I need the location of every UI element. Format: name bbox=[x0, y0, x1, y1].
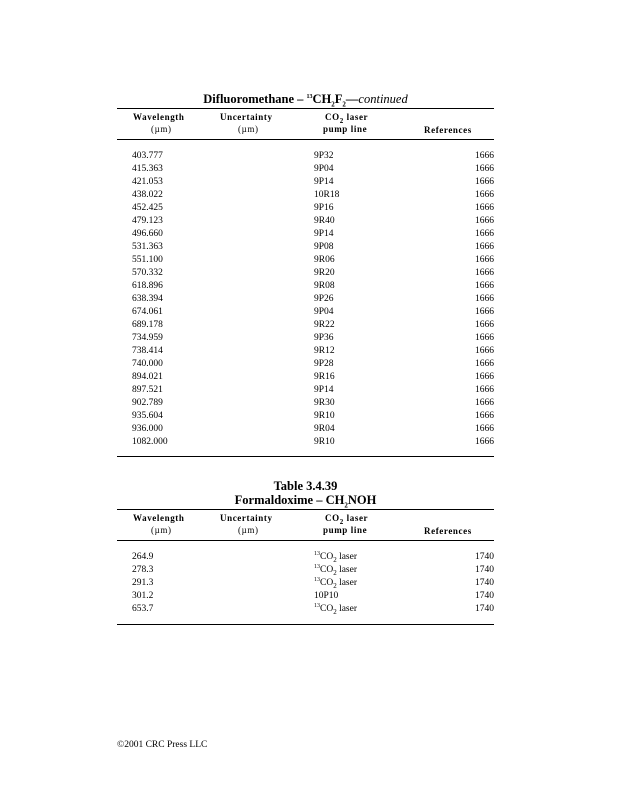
pump-line-cell: 10R18 bbox=[314, 190, 340, 200]
pump-text: laser bbox=[336, 565, 358, 575]
pump-subscript: 2 bbox=[333, 607, 337, 616]
table-row bbox=[117, 551, 494, 564]
copyright-footer: ©2001 CRC Press LLC bbox=[117, 740, 208, 750]
reference-cell: 1666 bbox=[475, 372, 494, 382]
reference-cell: 1666 bbox=[475, 190, 494, 200]
pump-line-cell: 9R06 bbox=[314, 255, 335, 265]
wavelength-cell: 902.789 bbox=[132, 398, 163, 408]
table-row bbox=[117, 241, 494, 254]
wavelength-cell: 740.000 bbox=[132, 359, 163, 369]
table-row bbox=[117, 577, 494, 590]
reference-cell: 1666 bbox=[475, 216, 494, 226]
header-references: References bbox=[424, 125, 472, 135]
pump-text: CO bbox=[320, 565, 334, 575]
table2-number: Table 3.4.39 bbox=[273, 479, 338, 493]
wavelength-cell: 479.123 bbox=[132, 216, 163, 226]
wavelength-cell: 570.332 bbox=[132, 268, 163, 278]
pump-text: laser bbox=[336, 578, 358, 588]
pump-line-cell: 10P10 bbox=[314, 591, 339, 601]
table-row bbox=[117, 319, 494, 332]
wavelength-cell: 531.363 bbox=[132, 242, 163, 252]
table1-header bbox=[117, 109, 494, 139]
header-uncertainty-unit: (µm) bbox=[238, 525, 259, 535]
pump-line-cell: 9P16 bbox=[314, 203, 334, 213]
header-wavelength: Wavelength bbox=[133, 112, 185, 122]
reference-cell: 1666 bbox=[475, 281, 494, 291]
wavelength-cell: 421.053 bbox=[132, 177, 163, 187]
wavelength-cell: 936.000 bbox=[132, 424, 163, 434]
pump-line-cell: 9R10 bbox=[314, 411, 335, 421]
table2-bottom-rule bbox=[117, 624, 494, 625]
wavelength-cell: 438.022 bbox=[132, 190, 163, 200]
pump-text: laser bbox=[336, 604, 358, 614]
reference-cell: 1666 bbox=[475, 177, 494, 187]
reference-cell: 1740 bbox=[475, 604, 494, 614]
wavelength-cell: 403.777 bbox=[132, 151, 163, 161]
reference-cell: 1666 bbox=[475, 346, 494, 356]
table2-title: Formaldoxime – $CH_2NOH$ bbox=[234, 493, 377, 510]
table-row bbox=[117, 267, 494, 280]
pump-line-cell: 9R20 bbox=[314, 268, 335, 278]
wavelength-cell: 278.3 bbox=[132, 565, 154, 575]
wavelength-cell: 618.896 bbox=[132, 281, 163, 291]
reference-cell: 1666 bbox=[475, 398, 494, 408]
isotope-superscript: 13 bbox=[314, 602, 320, 609]
reference-cell: 1740 bbox=[475, 552, 494, 562]
reference-cell: 1740 bbox=[475, 565, 494, 575]
pump-line-cell: 9P14 bbox=[314, 177, 334, 187]
header-co2-laser: $CO_2$ laser bbox=[325, 112, 369, 125]
wavelength-cell: 452.425 bbox=[132, 203, 163, 213]
table-row bbox=[117, 410, 494, 423]
isotope-superscript: 13 bbox=[314, 563, 320, 570]
table-row bbox=[117, 423, 494, 436]
reference-cell: 1666 bbox=[475, 385, 494, 395]
table1-body bbox=[117, 140, 494, 449]
pump-line-cell: 9P26 bbox=[314, 294, 334, 304]
header-pump-line: pump line bbox=[323, 124, 368, 134]
header-uncertainty: Uncertainty bbox=[220, 513, 273, 523]
table-row bbox=[117, 384, 494, 397]
header-wavelength-unit: (µm) bbox=[151, 525, 172, 535]
pump-line-cell: 9P04 bbox=[314, 307, 334, 317]
wavelength-cell: 551.100 bbox=[132, 255, 163, 265]
table-row bbox=[117, 358, 494, 371]
table-row bbox=[117, 590, 494, 603]
wavelength-cell: 301.2 bbox=[132, 591, 154, 601]
pump-line-cell: 9P36 bbox=[314, 333, 334, 343]
pump-line-cell: 9R04 bbox=[314, 424, 335, 434]
pump-line-cell: 9P28 bbox=[314, 359, 334, 369]
table-row bbox=[117, 215, 494, 228]
pump-subscript: 2 bbox=[333, 581, 337, 590]
wavelength-cell: 291.3 bbox=[132, 578, 154, 588]
table-row bbox=[117, 163, 494, 176]
pump-line-cell: 9R22 bbox=[314, 320, 335, 330]
pump-line-cell: 9P04 bbox=[314, 164, 334, 174]
pump-line-cell: 9P08 bbox=[314, 242, 334, 252]
table-row bbox=[117, 176, 494, 189]
table-row bbox=[117, 280, 494, 293]
table-row bbox=[117, 189, 494, 202]
pump-line-cell: 9P14 bbox=[314, 229, 334, 239]
reference-cell: 1666 bbox=[475, 164, 494, 174]
pump-line-cell: 9P32 bbox=[314, 151, 334, 161]
reference-cell: 1666 bbox=[475, 320, 494, 330]
table-row bbox=[117, 436, 494, 449]
wavelength-cell: 638.394 bbox=[132, 294, 163, 304]
pump-line-cell: 9R16 bbox=[314, 372, 335, 382]
wavelength-cell: 935.604 bbox=[132, 411, 163, 421]
table-row bbox=[117, 371, 494, 384]
table-row bbox=[117, 603, 494, 616]
pump-line-cell: 9P14 bbox=[314, 385, 334, 395]
pump-line-cell: 9R10 bbox=[314, 437, 335, 447]
reference-cell: 1666 bbox=[475, 424, 494, 434]
table1-title: Difluoromethane – $^{13}CH_2F_2—continued$ bbox=[203, 92, 408, 109]
table-row bbox=[117, 332, 494, 345]
wavelength-cell: 415.363 bbox=[132, 164, 163, 174]
wavelength-cell: 734.959 bbox=[132, 333, 163, 343]
header-references: References bbox=[424, 526, 472, 536]
header-wavelength-unit: (µm) bbox=[151, 124, 172, 134]
pump-text: CO bbox=[320, 604, 334, 614]
table-row bbox=[117, 564, 494, 577]
table2-header bbox=[117, 510, 494, 540]
pump-text: CO bbox=[320, 552, 334, 562]
reference-cell: 1666 bbox=[475, 411, 494, 421]
pump-text: laser bbox=[336, 552, 358, 562]
isotope-superscript: 13 bbox=[314, 576, 320, 583]
table1-bottom-rule bbox=[117, 456, 494, 457]
wavelength-cell: 264.9 bbox=[132, 552, 154, 562]
pump-line-cell bbox=[314, 564, 357, 577]
pump-line-cell bbox=[314, 577, 357, 590]
reference-cell: 1666 bbox=[475, 255, 494, 265]
header-uncertainty: Uncertainty bbox=[220, 112, 273, 122]
pump-line-cell bbox=[314, 551, 357, 564]
reference-cell: 1666 bbox=[475, 203, 494, 213]
reference-cell: 1666 bbox=[475, 268, 494, 278]
header-uncertainty-unit: (µm) bbox=[238, 124, 259, 134]
reference-cell: 1666 bbox=[475, 242, 494, 252]
wavelength-cell: 689.178 bbox=[132, 320, 163, 330]
header-co2-laser: $CO_2$ laser bbox=[325, 513, 369, 526]
pump-subscript: 2 bbox=[333, 568, 337, 577]
table-row bbox=[117, 397, 494, 410]
reference-cell: 1666 bbox=[475, 229, 494, 239]
pump-line-cell: 9R08 bbox=[314, 281, 335, 291]
isotope-superscript: 13 bbox=[314, 550, 320, 557]
table-row bbox=[117, 228, 494, 241]
reference-cell: 1666 bbox=[475, 294, 494, 304]
wavelength-cell: 674.061 bbox=[132, 307, 163, 317]
pump-line-cell: 9R40 bbox=[314, 216, 335, 226]
reference-cell: 1740 bbox=[475, 591, 494, 601]
wavelength-cell: 894.021 bbox=[132, 372, 163, 382]
pump-line-cell bbox=[314, 603, 357, 616]
reference-cell: 1666 bbox=[475, 437, 494, 447]
difluoromethane-table bbox=[117, 92, 494, 457]
reference-cell: 1666 bbox=[475, 333, 494, 343]
wavelength-cell: 1082.000 bbox=[132, 437, 168, 447]
table2-body bbox=[117, 541, 494, 616]
wavelength-cell: 496.660 bbox=[132, 229, 163, 239]
reference-cell: 1666 bbox=[475, 359, 494, 369]
table-row bbox=[117, 254, 494, 267]
reference-cell: 1666 bbox=[475, 307, 494, 317]
pump-line-cell: 9R12 bbox=[314, 346, 335, 356]
wavelength-cell: 897.521 bbox=[132, 385, 163, 395]
pump-text: CO bbox=[320, 578, 334, 588]
table-row bbox=[117, 293, 494, 306]
reference-cell: 1740 bbox=[475, 578, 494, 588]
pump-line-cell: 9R30 bbox=[314, 398, 335, 408]
header-pump-line: pump line bbox=[323, 525, 368, 535]
wavelength-cell: 653.7 bbox=[132, 604, 154, 614]
table-row bbox=[117, 150, 494, 163]
formaldoxime-table bbox=[117, 479, 494, 625]
table-row bbox=[117, 306, 494, 319]
header-wavelength: Wavelength bbox=[133, 513, 185, 523]
table-row bbox=[117, 345, 494, 358]
reference-cell: 1666 bbox=[475, 151, 494, 161]
table-row bbox=[117, 202, 494, 215]
pump-subscript: 2 bbox=[333, 555, 337, 564]
wavelength-cell: 738.414 bbox=[132, 346, 163, 356]
